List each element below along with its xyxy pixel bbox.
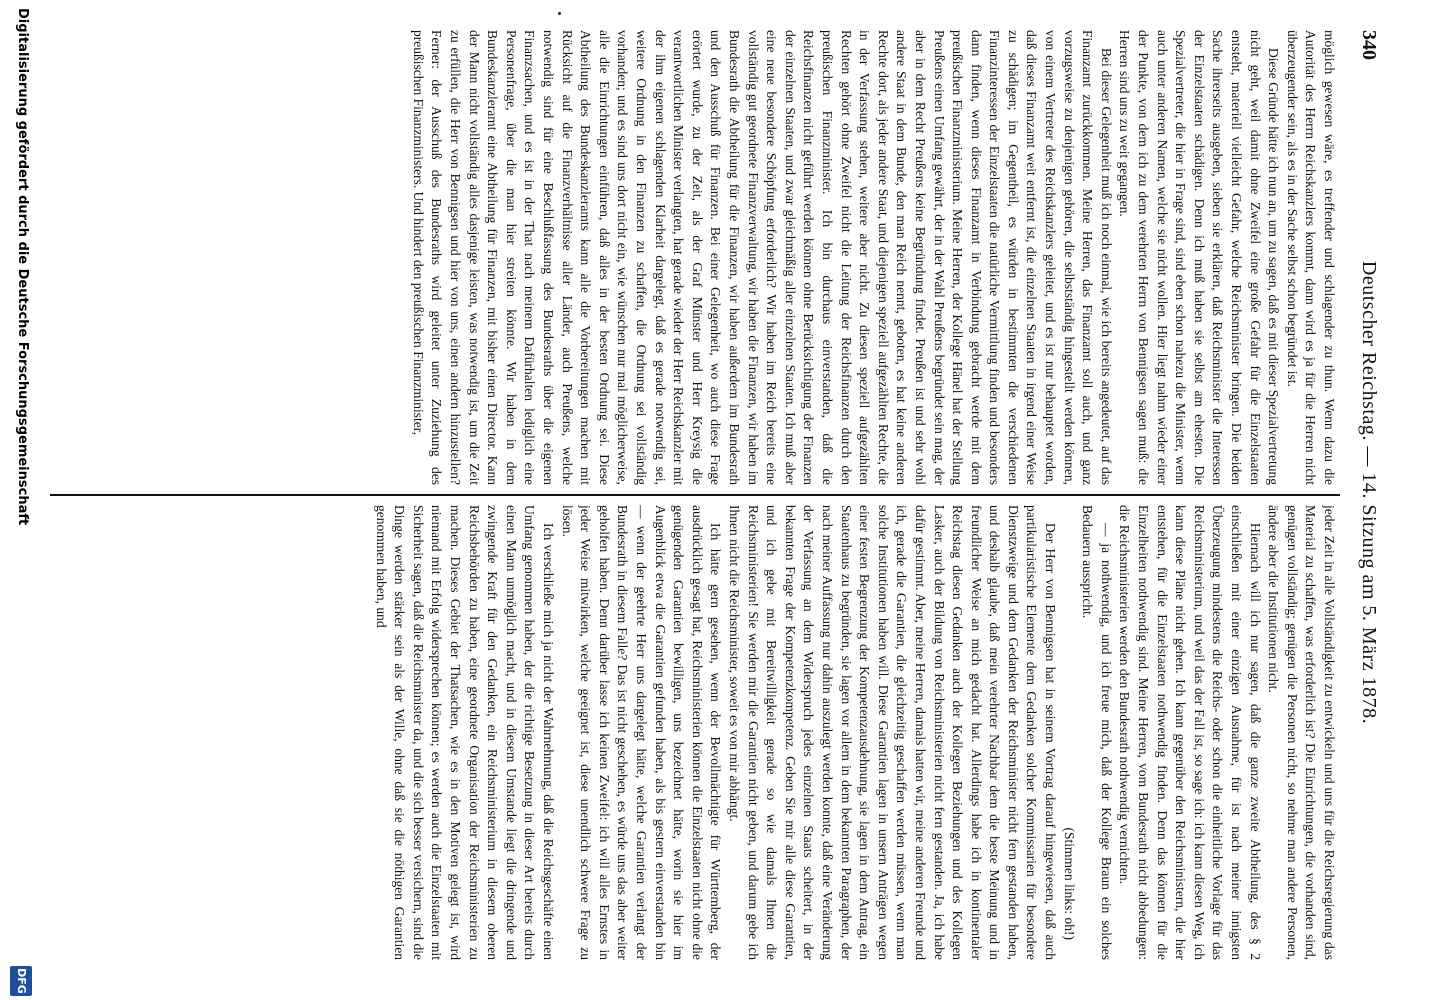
running-title: Deutscher Reichstag. — 14. Sitzung am 5. März 1878. bbox=[1358, 260, 1380, 725]
paragraph: Der Herr von Bennigsen hat in seinem Vortrag darauf hingewiesen, daß auch partikularistische Elemente dem Gedanken solcher Kommissarien für besondere Dienstzweige und dem Gedanken der Reichsminister nicht fern gestanden haben, und deshalb glaube, daß mein verehrter Nachbar dem die beste Meinung und in freundlicher Weise an mich gedacht hat. Allerdings habe ich in kontinentaler Reichstag diesen Gedanken auch der Kollegen Beziehungen und des Kollegen Lasker, auch der Bildung von Reichsministerien nicht fern gestanden. Ja, ich habe dafür gestimmt. Aber, meine Herren, damals hatten wir, meine anderen Freunde und ich, gerade die Garantien, die gleichzeitig geschaffen werden müssen, wenn man solche Institutionen haben will. Diese Garantien lagen in unsern Anträgen wegen einer festen Begrenzung der Kompetenzausdehnung, sie lagen in dem Antrag, ein Staatenhaus zu begründen, sie lagen vor allem in dem bekannten Paragraphen, der nach meiner Auffassung nur dahin auszulegt werden konnte, daß eine Veränderung der Verfassung an dem Widerspruch jedes einzelnen Staats scheitert, in der bekannten Frage der Kompetenzkompetenz. Geben Sie mir alle diese Garantien, und ich gebe mit Bereitwilligkeit gerade so wie damals Ihnen die Reichsministerien! Sie werden mir die Garantien nicht geben, und darum gebe ich Ihnen nicht die Reichsminister, soweit es von mir abhängt. bbox=[727, 505, 1059, 960]
paragraph: Bei dieser Gelegenheit muß ich noch einmal, wie ich bereits angedeutet, auf das Finanzamt zurückkommen. Meine Herren, das Finanzamt soll auch, und ganz vorzugsweise zu denjenigen gehören, die selbstständig hingestellt werden können, von einem Vertreter des Reichskanzlers geleitet, und es ist nur behauptet worden, daß dieses Finanzamt weit entfernt ist, die einzelnen Staaten in irgend einer Weise zu schädigen; im Gegentheil, es würden in bestimmten die verschiedenen Finanzinteressen der Einzelstaaten die natürliche Vermittlung finden und besonders dann finden, wenn dieses Finanzamt in Verbindung gebracht werde mit dem preußischen Finanzministerium. Meine Herren, der Kollege Hänel hat der Stellung Preußens einen Umfang gewährt, der in der Wahl Preußens begründet sein mag, der aber in dem Recht Preußens keine Begründung findet. Preußen ist und sehr wohl andere Staat in dem Bunde, den man Reich nennt, geboten, es hat keine anderen Rechte dort, als jeder andere Staat, und diejenigen speziell aufgezählten Rechte, die in der Verfassung stehen, weitere aber nicht. Zu diesen speziell aufgezählten Rechten gehört ohne Zweifel nicht die Leitung der Reichsfinanzen durch den preußischen Finanzminister. Ich bin durchaus einverstanden, daß die Reichsfinanzen nicht geführt werden können ohne Berücksichtigung der Finanzen der einzelnen Staaten, und zwar gleichmäßig aller einzelnen Staaten. Ich muß aber eine neue besondere Schöpfung erforderlich? Wir haben im Reich bereits eine vollständig gut geordnete Finanzverwaltung, wir haben die Finanzen, wir haben im Bundesrath die Abtheilung für die Finanzen, wir haben außerdem im Bundesrath und den Ausschuß für Finanzen. Bei einer Gelegenheit, wo auch diese Frage erörtert wurde, zu der Zeit, als der Graf Münster und Herr Kreysig die verantwortlichen Minister verlangten, hat gerade wieder der Herr Reichskanzler mit der ihm eigenen schlagenden Klarheit dargelegt, daß es gerade notwendig sei, weitere Ordnung in den Finanzen zu schaffen, die Ordnung sei vollständig vorhanden; und es sind uns dort nicht ein, wie wünschen nur mal möglicherweise, alle die Einrichtungen einführen, daß alles in der besten Ordnung sei. Diese Abtheilung des Bundeskanzleramts kann alle die Vorbereitungen machen mit Rücksicht auf die Finanzverhältnisse aller Länder, auch Preußens, welche notwendig sind für eine Beschlußfassung des Bundesraths über die eigenen Finanzsachen, und es ist in der That nach meinem Dafürhalten lediglich eine Personenfrage, über die man hier streiten könnte. Wir haben in dem Bundeskanzleramt eine Abtheilung für Finanzen, mit bisher einen Director. Kann der Mann nicht vollständig alles dasjenige leisten, was notwendig ist, um die Zeit zu erfüllen, die Herr von Bennigsen und hier von uns, einen andern hinzustellen? Ferner: der Ausschuß des Bundesraths wird geleitet unter Zuziehung des preußischen Finanzministers. Und hindert den preußischen Finanzminister, bbox=[410, 30, 1114, 485]
dfg-logo-icon: DFG bbox=[10, 966, 32, 996]
page-header bbox=[1350, 30, 1380, 955]
paragraph: jeder Zeit in alle Vollständigkeit zu entwickeln und uns für die Reichsregierung das Material zu schaffen, was erforderlich ist? Die Einrichtungen, die vorhanden sind, genügen vollständig; genügen die Personen nicht, so nehme man andere Personen, ändere aber die Institutionen nicht. bbox=[1266, 505, 1337, 960]
scan-speck bbox=[558, 12, 561, 15]
paragraph: Ich hätte gern gesehen, wenn der Bevollmächtigte für Württemberg, der ausdrücklich gesagt hat, Reichsministerien können die Einzelstaaten nicht ohne die genügenden Garantien bewilligen, uns bezeichnet hätte, worin sie hier im Augenblick etwa die Garantien gefunden haben, als bis gestern einverstanden bin — wenn der geehrte Herr uns dargelegt hätte, welche Garantien verlangt der Bundesrath in diesem Falle? Das ist nicht geschehen, es würde uns das aber weiter geholfen haben. Denn darüber lasse ich keinen Zweifel: ich will alles Ernstes in jeder Weise mitwirken, welche geeignet ist, diese unendlich schwere Frage zu lösen. bbox=[559, 505, 724, 960]
left-column bbox=[68, 30, 1338, 485]
digitization-footer bbox=[2, 0, 36, 1000]
column-divider bbox=[50, 494, 1340, 496]
paragraph: Hiernach will ich nur sagen, daß die ganze zweite Abtheilung, des § 2 einschließen mit einer einzigen Ausnahme, für ist nach meiner innigsten Überzeugung mindestens die Reichs- oder schon die einheitliche Vorlage für das Reichsministerium, und weil das der Fall ist, so sage ich: ich kann diesen Weg, ich kann diese Pläne nicht gehen. Ich kann gegenüber den Reichsministern, die hier entstehen, für die Einzelstaaten nothwendig finden. Denn das können für die Einzelheiten nothwendig sind. Meine Herren, vom Bundesrath nicht abbedungen: die Reichsministerien werden den Bundesrath nothwendig vernichten. bbox=[1117, 505, 1263, 960]
paragraph: Ich verschließe mich ja nicht der Wahrnehmung, daß die Reichsgeschäfte einen Umfang genommen haben, der die richtige Besetzung in dieser Art bereits durch einen Mann unmöglich macht, und in diesem Umstande liegt die dringende und zwingende Kraft für den Gedanken, ein Reichsministerium in diesem oberen Reichsbehörden zu haben, eine geordnete Organisation der Reichsministerien zu machen. Dieses Gebiet der Thatsachen, wie es in den Motiven gelegt ist, wird niemand mit Erfolg widersprechen können; es werden auch die Einzelstaaten mit Sicherheit sagen, daß die Reichsminister da, und die sich besser versichern, sind die Dinge werden stärker sein als der Wille, ohne daß sie die nöthigen Garantien genommen haben, und bbox=[373, 505, 557, 960]
paragraph: möglich gewesen wäre, es treffender und schlagender zu thun. Wenn dazu die Autorität des Herrn Reichskanzlers kommt, dann wird es ja für die Herren nicht überzeugender sein, als es in der Sache selbst schon begründet ist. bbox=[1284, 30, 1337, 485]
digitization-note: Digitalisierung gefördert durch die Deutsche Forschungsgemeinschaft bbox=[15, 8, 30, 526]
paragraph: Diese Gründe hätte ich nun an, um zu sagen, daß es mit dieser Spezialvertretung nicht geht, weil damit ohne Zweifel eine große Gefahr für die Einzelstaaten entsteht, materiell vielleicht Gefahr, welche Reichsminister bringen. Die beiden Sache ihrerseits ausgeben, sieben sie erklären, daß Reichsminister die Interessen der Einzelstaaten schädigen. Denn ich muß haben sie selbst am ehesten. Die Spezialvertreter, die hier in Frage sind, sind eben schon nahezu die Minister, wenn auch unter anderen Namen, welche sie nicht wollen. Hier liegt nahm wieder einer der Punkte, von dem ich zu dem verehrten Herrn von Bennigsen sagen muß: die Herren sind uns zu weit gegangen. bbox=[1117, 30, 1282, 485]
page-number: 340 bbox=[1358, 30, 1380, 60]
right-column bbox=[68, 505, 1338, 960]
interjection: (Stimmen links: oh!) bbox=[1061, 827, 1077, 940]
paragraph: — ja nothwendig, und ich freue mich, daß der Kollege Braun ein solches Bedauern ausspricht. bbox=[1080, 505, 1114, 960]
